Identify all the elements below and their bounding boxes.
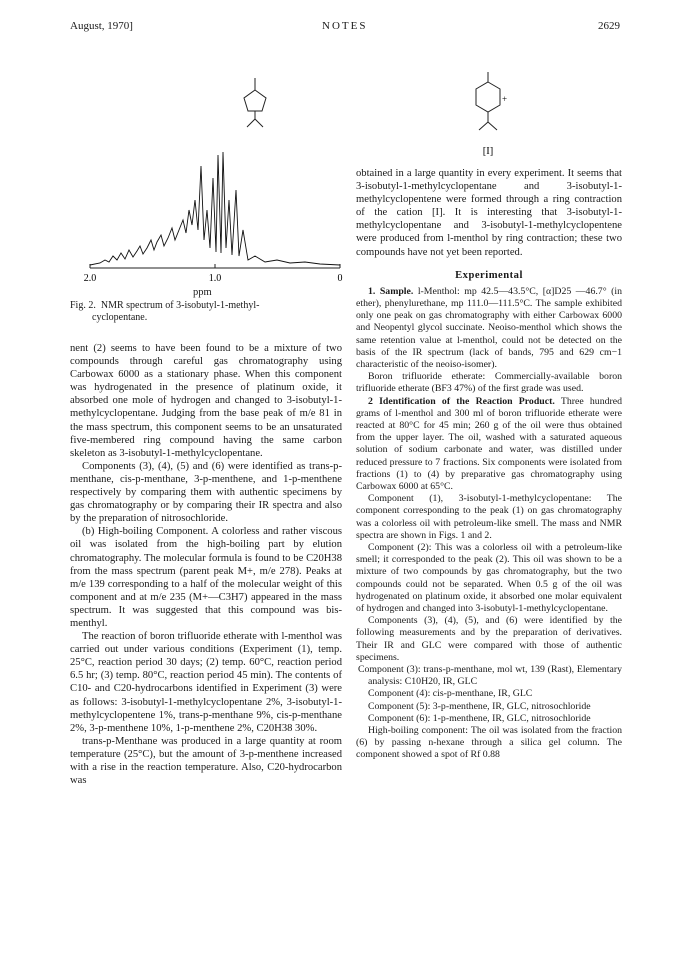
- paragraph-sample: [356, 286, 622, 371]
- page-number: 2629: [598, 20, 620, 32]
- paragraph-nent: nent (2) seems to have been found to be a mixture of two compounds through careful gas chromatography using Carbowax 6000 as a stationary phase. When this component was hydrogenated in the presence of platinum oxide, it absorbed one mole of hydrogen and changed to 3-isobutyl-1-methylcyclopentane. Judging from the base peak of m/e 81 in the mass spectrum, this component seems to be an unsaturated five-membered ring compound having the same carbon skeleton as 3-isobutyl-1-methylcyclopentane.: [70, 343, 342, 459]
- left-column: [70, 342, 342, 787]
- x-tick-label-2-0: 2.0: [83, 273, 97, 284]
- identification-heading: 2 Identification of the Reaction Product.: [368, 395, 555, 407]
- paragraph-trans-menthane: trans-p-Menthane was produced in a large quantity at room temperature (25°C), but the amount of 3-p-menthene increased with a rise in the reaction temperature. Also, C20-hydrocarbon was: [70, 735, 342, 787]
- x-tick-label-0: 0: [337, 273, 343, 284]
- experimental-heading: Experimental: [455, 269, 523, 281]
- right-column: [356, 167, 622, 762]
- paragraph-component-5: Component (5): 3-p-menthene, IR, GLC, nitrosochloride: [368, 700, 591, 712]
- nmr-spectrum-trace: [90, 152, 340, 265]
- paragraph-components: Components (3), (4), (5) and (6) were identified as trans-p-menthane, cis-p-menthane, 3-p-menthene, and 1-p-menthene respectively by comparing them with authentic specimens by gas chromatography or by comparing their IR spectra and also by the preparation of nitrosochloride.: [70, 460, 342, 525]
- identification-text: Three hundred grams of l-menthol and 300 ml of boron trifluoride etherate were reacted at 80°C for 45 min; 260 g of the oil were thus obtained from the upper layer. The oil, washed with a saturated aqueous solution of sodium carbonate and water, was distilled under reduced pressure to 7 fractions. Six components were isolated from fractions (1) to (4) by preparative gas chromatography using Carbowax 6000 at 65°C.: [356, 395, 622, 492]
- isobutyl-methylcyclopentane-structure: [244, 78, 266, 127]
- running-header-section: NOTES: [322, 20, 368, 32]
- nmr-spectrum-figure: [55, 70, 355, 295]
- x-axis-ticks: [90, 264, 340, 268]
- paragraph-components-3-6: Components (3), (4), (5), and (6) were identified by the following measurements and by the preparation of derivatives. Their IR and GLC were compared with those of authentic specimens.: [356, 615, 622, 663]
- paragraph-bf3: Boron trifluoride etherate: Commercially-available boron trifluoride etherate (BF3 47%) of the first grade was used.: [356, 371, 622, 395]
- paragraph-high-boiling-component: High-boiling component: The oil was isolated from the fraction (6) by passing n-hexane through a silica gel column. The component showed a spot of Rf 0.88: [356, 725, 622, 761]
- x-axis-unit: ppm: [193, 287, 212, 298]
- cation-structure: [440, 68, 560, 168]
- paragraph-identification: [356, 396, 622, 494]
- caption-text-cont: cyclopentane.: [92, 312, 148, 323]
- caption-label: Fig. 2.: [70, 300, 96, 311]
- paragraph-component-4: Component (4): cis-p-menthane, IR, GLC: [368, 688, 533, 700]
- sample-heading: 1. Sample.: [368, 285, 414, 297]
- paragraph-component-2: Component (2): This was a colorless oil with a petroleum-like smell; it corresponded to the peak (2). This oil was shown to be a mixture of two compounds by gas chromatography, but the two compounds could not be separated. When 0.5 g of the oil was hydrogenated on platinum oxide, it absorbed one molar equivalent of hydrogen and changed into 3-isobutyl-1-methylcyclopentane.: [356, 542, 622, 615]
- paragraph-component-3: Component (3): trans-p-menthane, mol wt, 139 (Rast), Elementary analysis: C10H20, IR, GLC: [358, 664, 622, 688]
- figure-caption: [70, 300, 340, 324]
- paragraph-intro: obtained in a large quantity in every experiment. It seems that 3-isobutyl-1-methylcyclopentane and 3-isobutyl-1-methylcyclopentene were formed through a ring contraction of the cation [I]. It is interesting that 3-isobutyl-1-methylcyclopentane and 3-isobutyl-1-methylcyclopentene were produced from l-menthol by ring contraction; these two compounds have not yet been reported.: [356, 168, 622, 258]
- x-tick-label-1-0: 1.0: [208, 273, 222, 284]
- paragraph-component-6: Component (6): 1-p-menthene, IR, GLC, nitrosochloride: [368, 712, 591, 724]
- sample-text: l-Menthol: mp 42.5—43.5°C, [α]D25 —46.7° (in ether), phenylurethane, mp 111.0—111.5°C. The sample exhibited only one peak on gas chromatography with either Carbowax 6000 and Neopentyl glycol succinate. Neoiso-menthol which shows the same retention value at l-menthol, could not be detected on the basis of the IR spectrum (lack of bands, 795 and 629 cm−1 characteristic of the neoiso-isomer).: [356, 285, 622, 370]
- running-header-date: August, 1970]: [70, 20, 133, 32]
- paragraph-high-boiling: (b) High-boiling Component. A colorless and rather viscous oil was isolated from the high-boiling part by elution chromatography. The molecular formula is found to be C20H38 from the mass spectrum (parent peak M+, m/e 278). Peaks at m/e 139 corresponding to a half of the molecular weight of this component and at m/e 235 (M+—C3H7) appeared in the mass spectrum. It was suggested that this compound was bis-menthyl.: [70, 526, 342, 629]
- caption-text: NMR spectrum of 3-isobutyl-1-methyl-: [100, 300, 260, 311]
- paragraph-component-1: Component (1), 3-isobutyl-1-methylcyclopentane: The component corresponding to the peak (1) on gas chromatography was a colorless oil with petroleum-like smell. The mass and NMR spectra are shown in Figs. 1 and 2.: [356, 493, 622, 541]
- paragraph-reaction: The reaction of boron trifluoride etherate with l-menthol was carried out under various conditions (Experiment (1), temp. 25°C, reaction period 30 days; (2) temp. 60°C, reaction period 6.5 hr; (3) temp. 80°C, reaction period 45 min). The contents of C10- and C20-hydrocarbons identified in Experiment (3) were as follows: 3-isobutyl-1-methylcyclopentane 2%, 3-isobutyl-1-methylcyclopentene 1%, trans-p-menthane 9%, cis-p-menthane 2%, 3-p-menthene 10%, 1-p-menthene 2%, C20H38 30%.: [70, 631, 342, 734]
- cation-label: [I]: [482, 146, 494, 157]
- cation-charge: +: [502, 94, 508, 104]
